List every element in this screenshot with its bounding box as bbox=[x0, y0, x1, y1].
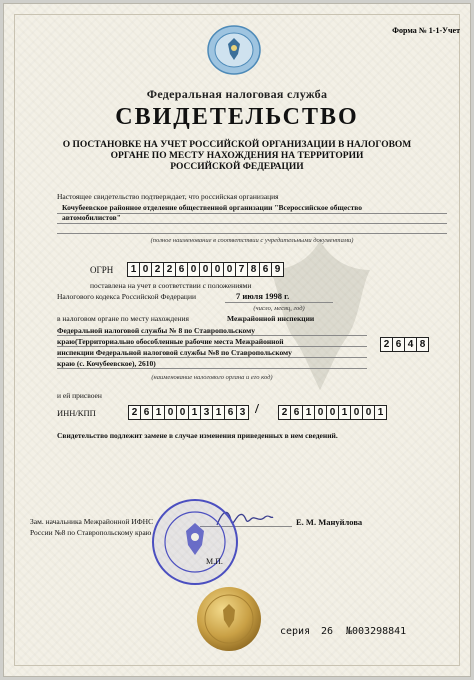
kpp-digit: 0 bbox=[351, 406, 363, 419]
series-value: 26 bbox=[321, 626, 334, 637]
gold-seal-icon bbox=[196, 586, 262, 652]
fns-emblem-icon bbox=[206, 24, 262, 76]
kpp-digit: 0 bbox=[327, 406, 339, 419]
ogrn-digit: 2 bbox=[152, 263, 164, 276]
certificate-number: №003298841 bbox=[346, 626, 407, 637]
code-digit: 8 bbox=[419, 339, 426, 350]
inn-kpp-label: ИНН/КПП bbox=[57, 408, 96, 418]
document-subtitle: О ПОСТАНОВКЕ НА УЧЕТ РОССИЙСКОЙ ОРГАНИЗАЦИИ В НАЛОГОВОМ ОРГАНЕ ПО МЕСТУ НАХОЖДЕНИЯ НА ТЕРРИТОРИИ РОССИЙСКОЙ ФЕДЕРАЦИИ bbox=[62, 140, 412, 172]
org-underline-3 bbox=[57, 233, 447, 234]
ogrn-digit: 0 bbox=[224, 263, 236, 276]
registered-line-1: поставлена на учет в соответствии с положениями bbox=[90, 281, 252, 290]
inn-digit: 1 bbox=[189, 406, 201, 419]
authority-code-cells bbox=[380, 337, 429, 352]
assigned-label: и ей присвоен bbox=[57, 391, 102, 400]
inn-digit: 3 bbox=[239, 407, 246, 418]
kpp-cells bbox=[278, 405, 387, 420]
authority-name: Федеральной налоговой службы № 8 по Ставропольскому краю(Территориально обособленные рабочие места Межрайонной инспекции Федеральной налоговой службы №8 по Ставропольскому краю (с. Кочубеевское), 2610) bbox=[57, 326, 292, 368]
authority-line-1: Межрайонной инспекции bbox=[227, 314, 315, 323]
ogrn-digit: 0 bbox=[200, 263, 212, 276]
registered-line-2: Налогового кодекса Российской Федерации bbox=[57, 292, 196, 301]
code-digit: 2 bbox=[381, 338, 393, 351]
ogrn-digit: 0 bbox=[212, 263, 224, 276]
series-label: серия bbox=[280, 626, 311, 637]
ogrn-digit: 8 bbox=[248, 263, 260, 276]
code-digit: 4 bbox=[405, 338, 417, 351]
org-underline-2 bbox=[57, 223, 447, 224]
authority-hint: (наименование налогового органа и его код) bbox=[151, 374, 273, 381]
date-hint: (число, месяц, год) bbox=[253, 305, 305, 312]
kpp-digit: 1 bbox=[303, 406, 315, 419]
form-number: Форма № 1-1-Учет bbox=[392, 26, 460, 35]
signer-role: Зам. начальника Межрайонной ИФНС России №8 по Ставропольскому краю bbox=[30, 517, 154, 537]
ogrn-digit: 6 bbox=[260, 263, 272, 276]
ogrn-label: ОГРН bbox=[90, 265, 114, 275]
ogrn-digit: 9 bbox=[274, 264, 281, 275]
ogrn-digit: 0 bbox=[140, 263, 152, 276]
replacement-note: Свидетельство подлежит замене в случае изменения приведенных в нем сведений. bbox=[57, 431, 338, 440]
inn-digit: 2 bbox=[129, 406, 141, 419]
authority-underline-3 bbox=[57, 357, 367, 358]
inn-kpp-separator: / bbox=[255, 402, 259, 417]
ogrn-digit: 0 bbox=[188, 263, 200, 276]
stamp-mp: М.П. bbox=[206, 557, 223, 566]
signer-name: Е. М. Мануйлова bbox=[296, 517, 363, 527]
intro-text: Настоящее свидетельство подтверждает, что российская организация bbox=[57, 192, 279, 201]
location-prefix: в налоговом органе по месту нахождения bbox=[57, 314, 190, 323]
kpp-digit: 0 bbox=[363, 406, 375, 419]
inn-digit: 1 bbox=[153, 406, 165, 419]
official-stamp-icon bbox=[150, 497, 240, 587]
registration-date: 7 июля 1998 г. bbox=[236, 291, 290, 301]
ogrn-digit: 1 bbox=[128, 263, 140, 276]
ogrn-digit: 7 bbox=[236, 263, 248, 276]
inn-digit: 6 bbox=[141, 406, 153, 419]
ogrn-cells bbox=[127, 262, 284, 277]
inn-digit: 0 bbox=[165, 406, 177, 419]
inn-digit: 6 bbox=[225, 406, 237, 419]
date-underline bbox=[225, 302, 333, 303]
document-title: СВИДЕТЕЛЬСТВО bbox=[115, 104, 359, 130]
authority-underline-2 bbox=[57, 346, 367, 347]
kpp-digit: 1 bbox=[339, 406, 351, 419]
org-hint: (полное наименование в соответствии с учредительными документами) bbox=[150, 237, 354, 244]
inn-digit: 1 bbox=[213, 406, 225, 419]
ogrn-digit: 6 bbox=[176, 263, 188, 276]
ogrn-digit: 2 bbox=[164, 263, 176, 276]
kpp-digit: 2 bbox=[279, 406, 291, 419]
inn-cells bbox=[128, 405, 249, 420]
organization-name: Кочубеевское районное отделение общественной организации "Всероссийское общество автомобилистов" bbox=[62, 203, 362, 222]
inn-digit: 3 bbox=[201, 406, 213, 419]
inn-digit: 0 bbox=[177, 406, 189, 419]
org-underline-1 bbox=[57, 213, 447, 214]
authority-underline-1 bbox=[57, 335, 367, 336]
kpp-digit: 1 bbox=[377, 407, 384, 418]
kpp-digit: 6 bbox=[291, 406, 303, 419]
agency-name: Федеральная налоговая служба bbox=[146, 87, 328, 101]
kpp-digit: 0 bbox=[315, 406, 327, 419]
code-digit: 6 bbox=[393, 338, 405, 351]
authority-underline-4 bbox=[57, 368, 367, 369]
